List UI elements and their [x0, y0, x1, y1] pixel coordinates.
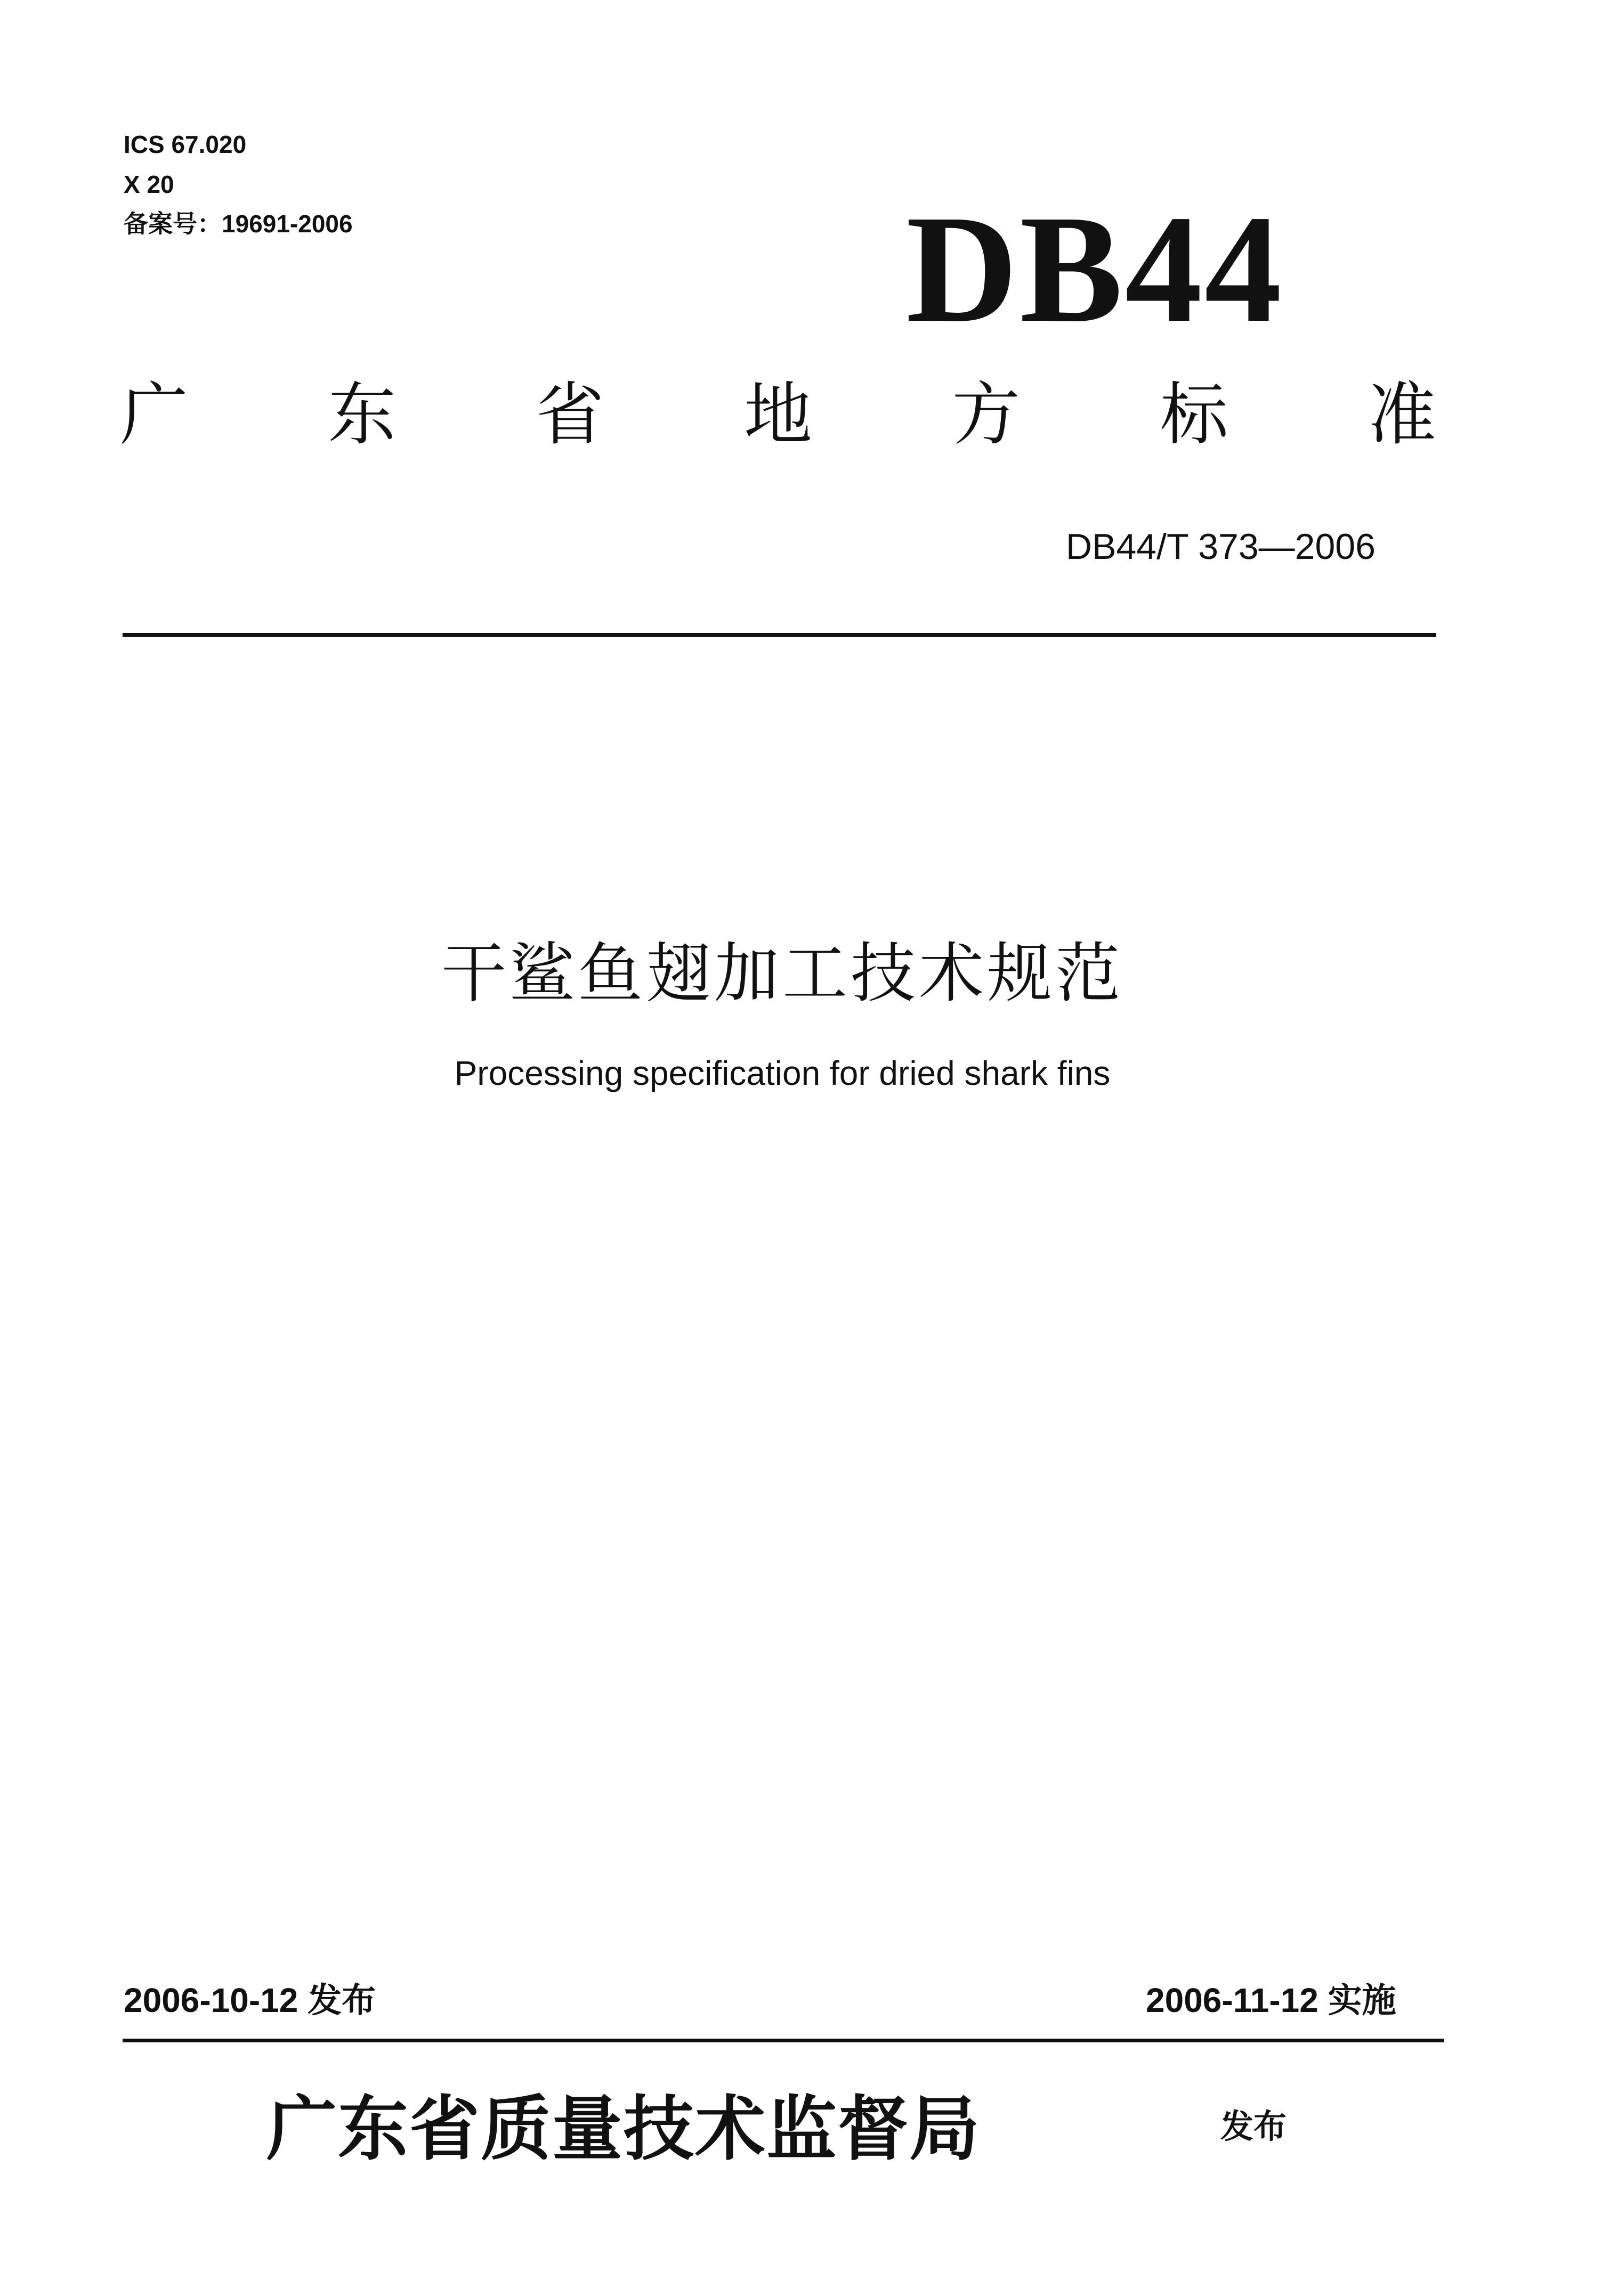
ics-code: ICS 67.020	[124, 131, 247, 158]
issue-date: 2006-10-12 发布	[124, 1981, 376, 2019]
document-title-chinese: 干鲨鱼翅加工技术规范	[441, 936, 1123, 1011]
footer-divider	[123, 2039, 1444, 2042]
standard-type-char: 东	[328, 375, 397, 455]
ccs-code: X 20	[124, 171, 174, 198]
header-divider	[123, 633, 1436, 637]
filing-number: 备案号：19691-2006	[124, 210, 353, 238]
issuing-authority-suffix: 发布	[1220, 2107, 1287, 2146]
standard-type-char: 方	[952, 375, 1021, 455]
document-title-english: Processing specification for dried shark fins	[454, 1054, 1111, 1092]
implementation-date: 2006-11-12 实施	[1146, 1981, 1396, 2019]
standard-type-char: 标	[1160, 375, 1228, 455]
standard-type-title	[120, 375, 1436, 455]
issuing-authority: 广东省质量技术监督局	[266, 2088, 981, 2170]
standard-type-char: 省	[536, 375, 604, 455]
standard-number: DB44/T 373—2006	[1066, 526, 1376, 567]
db-code-logo: DB44	[906, 183, 1284, 354]
standard-type-char: 地	[743, 375, 812, 455]
standard-type-char: 广	[120, 375, 189, 455]
standard-type-char: 准	[1368, 375, 1436, 455]
